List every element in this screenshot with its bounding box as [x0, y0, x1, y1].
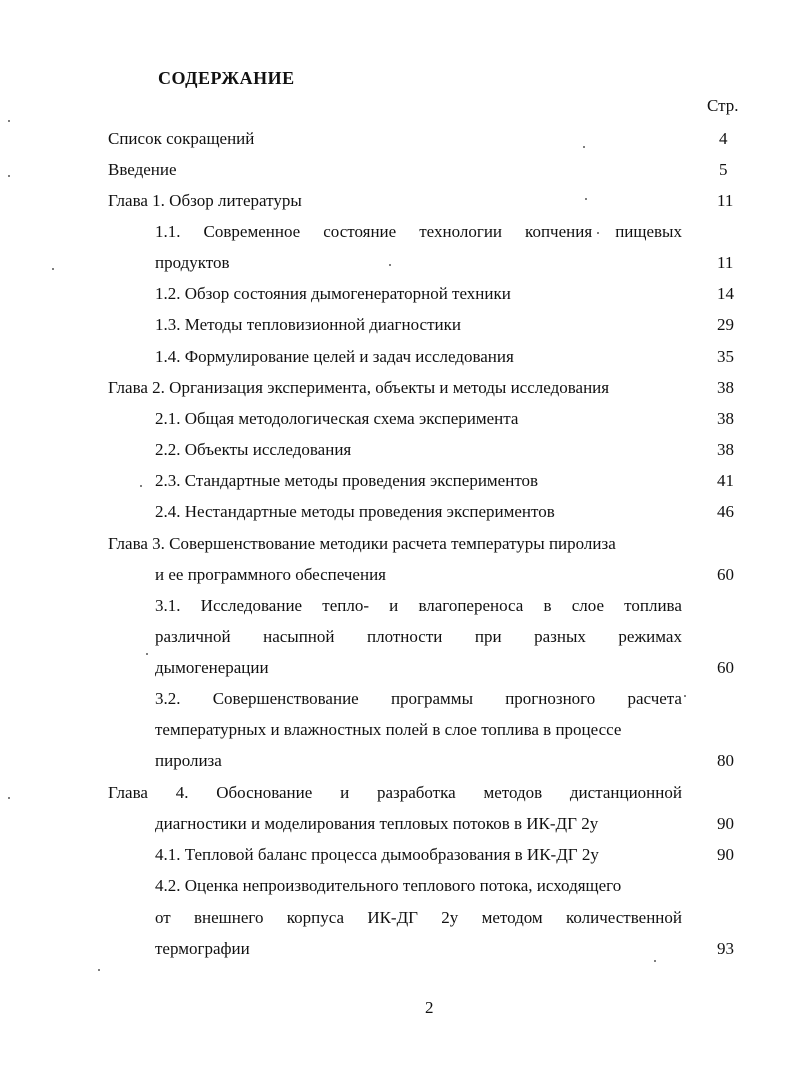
toc-entry-text: 4.2. Оценка непроизводительного теплового потока, исходящего [155, 876, 622, 895]
toc-entry-text: 1.1. Современное состояние технологии копчения пищевых [155, 222, 682, 241]
scan-speck [684, 695, 686, 697]
toc-entry-text: различной насыпной плотности при разных режимах [155, 627, 682, 646]
toc-entry-text: термографии [155, 939, 250, 958]
toc-entry-text: 3.1. Исследование тепло- и влагопереноса в слое топлива [155, 596, 682, 615]
toc-entry-page: 35 [717, 347, 734, 366]
toc-entry-text: 1.4. Формулирование целей и задач исследования [155, 347, 514, 366]
toc-entry-page: 4 [719, 129, 728, 148]
toc-entry-text: 3.2. Совершенствование программы прогнозного расчета [155, 689, 682, 708]
toc-entry-page: 11 [717, 191, 734, 210]
toc-entry-page: 29 [717, 315, 734, 334]
toc-entry-page: 5 [719, 160, 728, 179]
toc-entry-page: 90 [717, 814, 734, 833]
toc-entry-text: 1.2. Обзор состояния дымогенераторной техники [155, 284, 511, 303]
page-number: 2 [425, 998, 434, 1017]
scan-speck [98, 969, 100, 971]
toc-entry-page: 46 [717, 502, 734, 521]
toc-entry-text: температурных и влажностных полей в слое топлива в процессе [155, 720, 622, 739]
scan-speck [8, 797, 10, 799]
scan-speck [654, 960, 656, 962]
scan-speck [140, 485, 142, 487]
toc-entry-text: 1.3. Методы тепловизионной диагностики [155, 315, 461, 334]
toc-entry-page: 38 [717, 409, 734, 428]
toc-entry-text: 2.1. Общая методологическая схема эксперимента [155, 409, 519, 428]
scan-speck [146, 653, 148, 655]
toc-entry-text: Список сокращений [108, 129, 255, 148]
toc-entry-text: Глава 1. Обзор литературы [108, 191, 302, 210]
toc-entry-text: 2.4. Нестандартные методы проведения экспериментов [155, 502, 555, 521]
scan-speck [583, 146, 585, 148]
toc-entry-text: 2.2. Объекты исследования [155, 440, 352, 459]
toc-entry-page: 60 [717, 565, 734, 584]
toc-entry-text: Глава 2. Организация эксперимента, объекты и методы исследования [108, 378, 610, 397]
toc-entry-text: Глава 3. Совершенствование методики расчета температуры пиролиза [108, 534, 616, 553]
scan-speck [597, 232, 599, 234]
toc-entry-page: 60 [717, 658, 734, 677]
toc-entry-page: 41 [717, 471, 734, 490]
scan-speck [52, 268, 54, 270]
toc-title: СОДЕРЖАНИЕ [158, 68, 295, 88]
toc-entry-page: 38 [717, 378, 734, 397]
toc-entry-text: продуктов [155, 253, 230, 272]
toc-entry-page: 93 [717, 939, 734, 958]
toc-entry-page: 11 [717, 253, 734, 272]
toc-entry-text: Глава 4. Обоснование и разработка методов дистанционной [108, 783, 682, 802]
toc-entry-text: Введение [108, 160, 177, 179]
toc-entry-text: 4.1. Тепловой баланс процесса дымообразования в ИК-ДГ 2у [155, 845, 599, 864]
toc-entry-text: пиролиза [155, 751, 222, 770]
toc-entry-page: 90 [717, 845, 734, 864]
scan-speck [8, 120, 10, 122]
toc-entry-text: от внешнего корпуса ИК-ДГ 2у методом количественной [155, 908, 682, 927]
toc-entry-page: 14 [717, 284, 734, 303]
page-column-header: Стр. [707, 96, 739, 115]
scan-speck [389, 264, 391, 266]
toc-entry-text: и ее программного обеспечения [155, 565, 386, 584]
toc-entry-text: 2.3. Стандартные методы проведения экспериментов [155, 471, 539, 490]
toc-entry-page: 38 [717, 440, 734, 459]
scan-speck [585, 198, 587, 200]
toc-entry-page: 80 [717, 751, 734, 770]
toc-entry-text: диагностики и моделирования тепловых потоков в ИК-ДГ 2у [155, 814, 599, 833]
toc-entry-text: дымогенерации [155, 658, 269, 677]
scan-speck [8, 175, 10, 177]
